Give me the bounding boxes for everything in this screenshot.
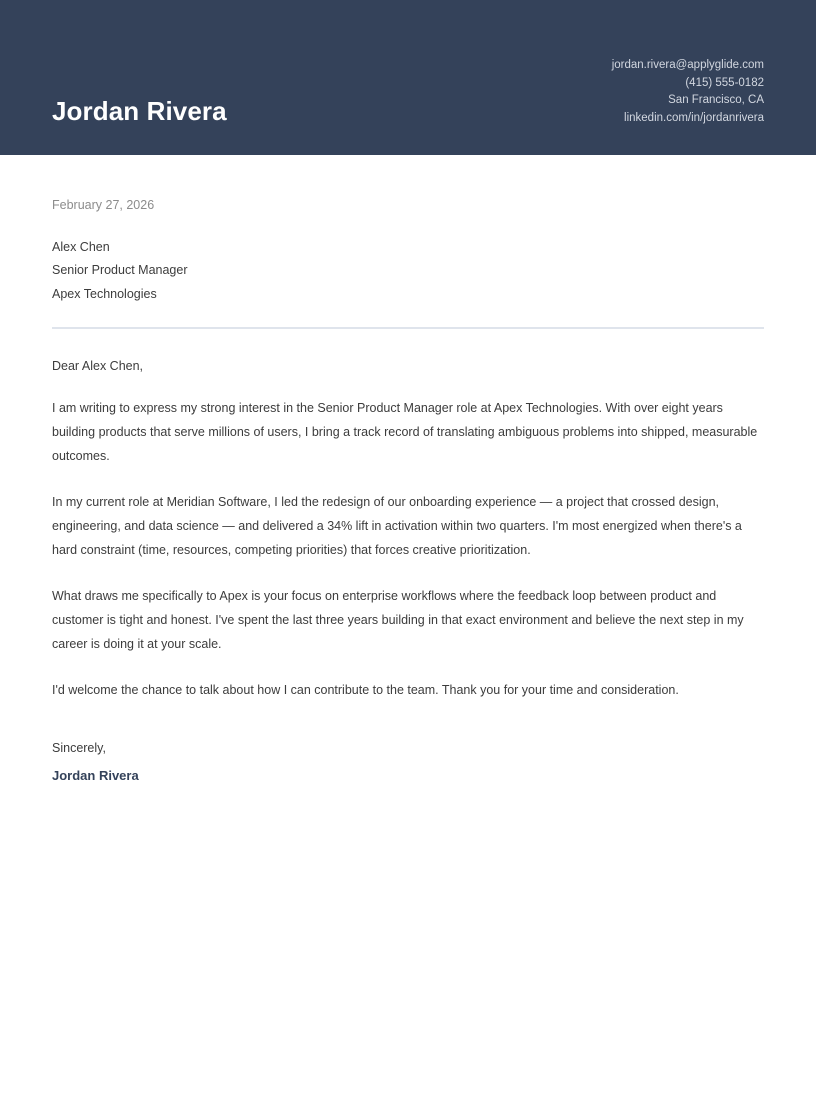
closing-line: Sincerely, (52, 740, 106, 755)
contact-phone[interactable]: (415) 555-0182 (685, 76, 764, 89)
salutation: Dear Alex Chen, (52, 358, 144, 373)
recipient-name: Alex Chen (52, 239, 110, 254)
contact-block (612, 60, 764, 127)
contact-linkedin[interactable]: linkedin.com/in/jordanrivera (624, 111, 764, 124)
letter-paragraph: What draws me specifically to Apex is your focus on enterprise workflows where the feedback loop between product and customer is tight and honest. I've spent the last three years building in that exact environment and believe the next step in my career is doing it at your scale. (52, 588, 744, 651)
contact-email[interactable]: jordan.rivera@applyglide.com (611, 59, 764, 71)
letter-paragraph: I am writing to express my strong interest in the Senior Product Manager role at Apex Technologies. With over eight years building products that serve millions of users, I bring a track record of translating ambiguous problems into shipped, measurable outcomes. (52, 400, 758, 463)
letter-body (0, 199, 816, 784)
contact-location: San Francisco, CA (668, 94, 764, 106)
sender-name: Jordan Rivera (52, 96, 227, 127)
letter-date: February 27, 2026 (52, 198, 155, 212)
letter-header (0, 0, 816, 155)
recipient-company: Apex Technologies (52, 286, 157, 301)
signature-name: Jordan Rivera (52, 768, 139, 784)
letter-paragraph: In my current role at Meridian Software, I led the redesign of our onboarding experience — a project that crossed design, engineering, and data science — and delivered a 34% lift in activation within two quarters. I'm most energized when there's a hard constraint (time, resources, competing priorities) that forces creative prioritization. (52, 494, 742, 557)
letter-paragraph: I'd welcome the chance to talk about how I can contribute to the team. Thank you for your time and consideration. (52, 682, 679, 697)
section-divider (52, 327, 764, 329)
recipient-block (52, 241, 764, 301)
recipient-title: Senior Product Manager (52, 263, 188, 278)
